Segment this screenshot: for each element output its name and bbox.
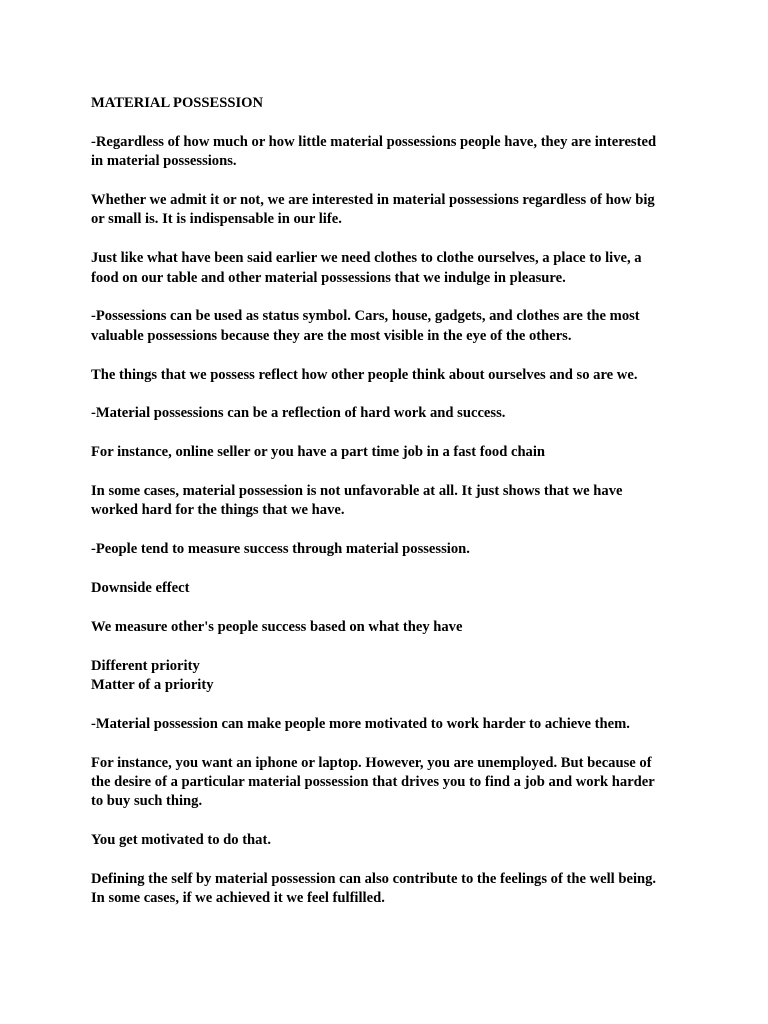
paragraph-line: valuable possessions because they are the most visible in the eye of the others. [91, 327, 572, 344]
paragraph-line: -Material possessions can be a reflection of hard work and success. [91, 405, 506, 422]
paragraph [91, 579, 691, 598]
paragraph-line: the desire of a particular material possession that drives you to find a job and work harder [91, 774, 655, 790]
paragraph-line: Just like what have been said earlier we need clothes to clothe ourselves, a place to live, a [91, 250, 642, 267]
paragraph-line: We measure other's people success based on what they have [91, 618, 463, 635]
paragraph [91, 831, 691, 850]
paragraph [91, 133, 691, 172]
paragraph [91, 715, 691, 734]
paragraph [91, 404, 691, 423]
paragraph [91, 482, 691, 521]
paragraph-line: -Regardless of how much or how little material possessions people have, they are interested [91, 133, 657, 150]
paragraph-line: to buy such thing. [91, 793, 203, 810]
paragraph [91, 191, 691, 230]
paragraph [91, 366, 691, 385]
paragraph-line: Matter of a priority [91, 677, 214, 693]
paragraph-line: In some cases, material possession is not unfavorable at all. It just shows that we have [91, 483, 623, 499]
paragraph-line: in material possessions. [91, 153, 237, 170]
paragraph-line: or small is. It is indispensable in our life. [91, 211, 342, 228]
paragraph-line: For instance, online seller or you have a part time job in a fast food chain [91, 444, 546, 461]
paragraph-line: Defining the self by material possession can also contribute to the feelings of the well being. [91, 871, 657, 887]
paragraph-line: -Possessions can be used as status symbol. Cars, house, gadgets, and clothes are the most [91, 308, 640, 325]
paragraph-line: The things that we possess reflect how other people think about ourselves and so are we. [91, 366, 638, 383]
paragraph-line: You get motivated to do that. [91, 832, 271, 849]
paragraph [91, 870, 691, 909]
paragraph [91, 540, 691, 559]
paragraph [91, 657, 691, 696]
paragraph-line: food on our table and other material possessions that we indulge in pleasure. [91, 269, 566, 286]
paragraph-list [91, 133, 691, 909]
paragraph-line: worked hard for the things that we have. [91, 502, 345, 519]
paragraph [91, 249, 691, 288]
paragraph [91, 443, 691, 462]
paragraph-line: In some cases, if we achieved it we feel fulfilled. [91, 890, 385, 907]
paragraph [91, 618, 691, 637]
paragraph-line: -Material possession can make people more motivated to work harder to achieve them. [91, 715, 630, 732]
paragraph [91, 754, 691, 812]
document-title: MATERIAL POSSESSION [91, 95, 264, 111]
paragraph-line: Whether we admit it or not, we are interested in material possessions regardless of how big [91, 192, 655, 208]
paragraph-line: Different priority [91, 657, 200, 674]
paragraph [91, 307, 691, 346]
paragraph-line: For instance, you want an iphone or laptop. However, you are unemployed. But because of [91, 754, 652, 771]
document-body [91, 94, 691, 928]
paragraph-line: -People tend to measure success through material possession. [91, 541, 470, 558]
paragraph-line: Downside effect [91, 580, 190, 596]
